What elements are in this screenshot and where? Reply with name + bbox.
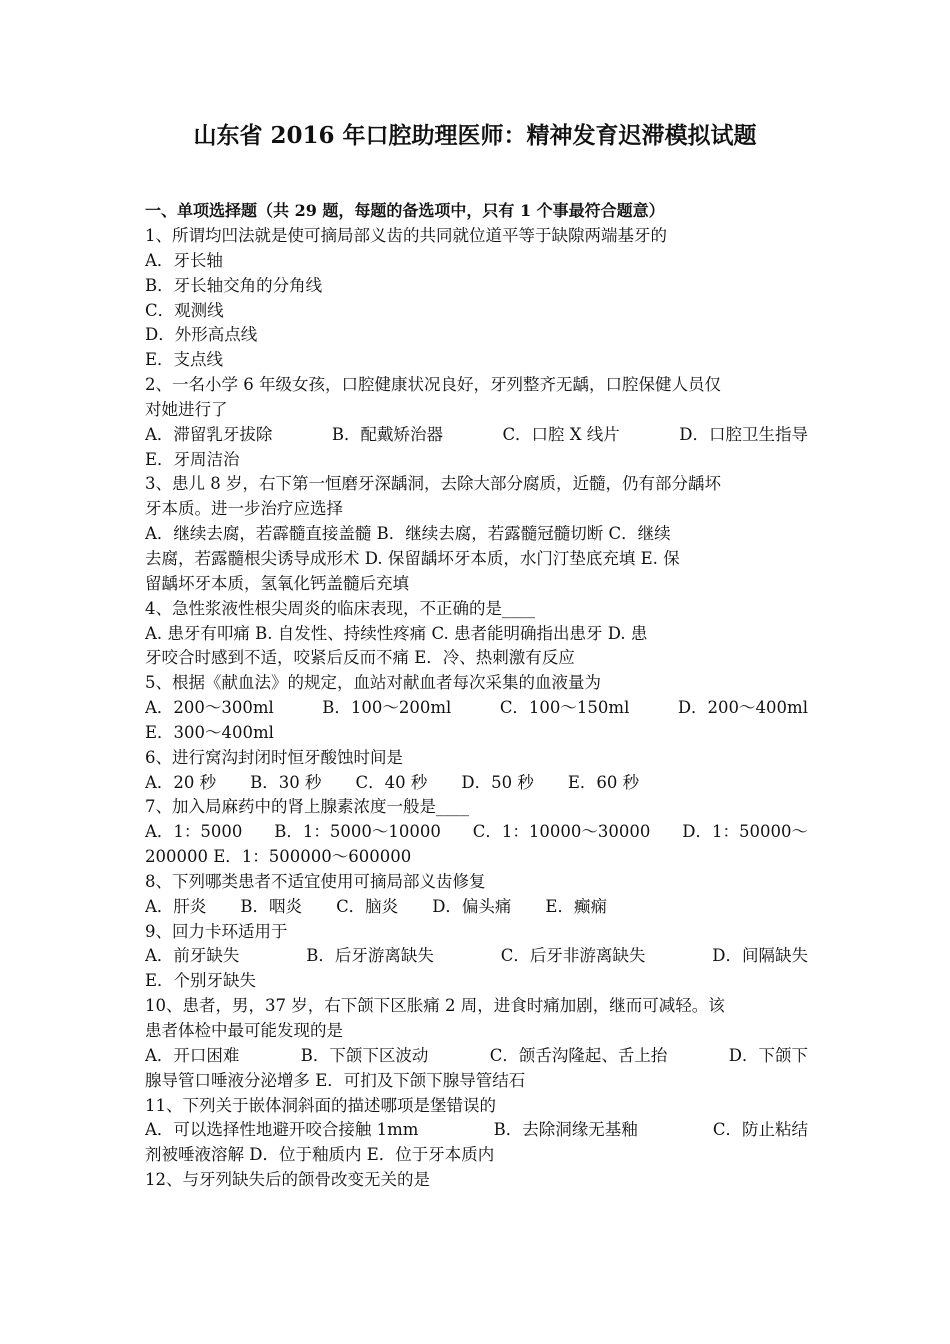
question-9-option-c: C．后牙非游离缺失 bbox=[500, 946, 646, 966]
question-1-option-a: A．牙长轴 bbox=[145, 250, 223, 270]
question-11-option-a: A．可以选择性地避开咬合接触 1mm bbox=[145, 1120, 419, 1140]
question-11-option-c: C．防止粘结 bbox=[712, 1120, 808, 1140]
question-10-stem-line-2: 患者体检中最可能发现的是 bbox=[145, 1021, 343, 1040]
question-4-options-line-1: A. 患牙有叩痛 B. 自发性、持续性疼痛 C. 患者能明确指出患牙 D. 患 bbox=[145, 623, 648, 643]
question-2-option-b: B．配戴矫治器 bbox=[331, 424, 443, 444]
question-8-option-d: D．偏头痛 bbox=[432, 896, 512, 916]
question-2-stem-line-1: 2、一名小学 6 年级女孩，口腔健康状况良好，牙列整齐无龋，口腔保健人员仅 bbox=[145, 375, 721, 395]
question-7-option-b: B．1：5000～10000 bbox=[274, 822, 441, 842]
question-8-options-row bbox=[145, 895, 808, 920]
question-6-option-b: B．30 秒 bbox=[250, 772, 322, 792]
question-10-options-row bbox=[145, 1044, 808, 1069]
question-11-stem: 11、下列关于嵌体洞斜面的描述哪项是堡错误的 bbox=[145, 1095, 496, 1115]
question-5-stem: 5、根据《献血法》的规定，血站对献血者每次采集的血液量为 bbox=[145, 673, 601, 693]
question-10-stem-line-1: 10、患者，男，37 岁，右下颌下区胀痛 2 周，进食时痛加剧，继而可减轻。该 bbox=[145, 996, 725, 1016]
question-9-option-a: A．前牙缺失 bbox=[145, 946, 240, 966]
question-4-stem: 4、急性浆液性根尖周炎的临床表现，不正确的是____ bbox=[145, 598, 535, 618]
question-7-options-row bbox=[145, 820, 808, 845]
question-10-option-c: C．颌舌沟隆起、舌上抬 bbox=[489, 1045, 668, 1065]
question-1-option-b: B．牙长轴交角的分角线 bbox=[145, 275, 323, 295]
question-list bbox=[145, 224, 808, 1193]
question-1-option-d: D．外形高点线 bbox=[145, 325, 258, 345]
question-6-option-d: D．50 秒 bbox=[461, 772, 534, 792]
question-4-options-line-2: 牙咬合时感到不适，咬紧后反而不痛 E．冷、热刺激有反应 bbox=[145, 648, 575, 668]
question-2-option-c: C．口腔 X 线片 bbox=[502, 424, 620, 444]
question-5-option-e: E．300～400ml bbox=[145, 722, 274, 742]
question-11-option-b: B．去除洞缘无基釉 bbox=[493, 1120, 638, 1140]
question-1-option-c: C．观测线 bbox=[145, 300, 224, 320]
question-8-option-b: B．咽炎 bbox=[240, 896, 303, 916]
question-2-option-e: E．牙周洁治 bbox=[145, 449, 240, 469]
question-10-options-line-2: 腺导管口唾液分泌增多 E．可扪及下颌下腺导管结石 bbox=[145, 1070, 526, 1090]
question-10-option-a: A．开口困难 bbox=[145, 1045, 240, 1065]
question-6-option-a: A．20 秒 bbox=[145, 772, 217, 792]
question-9-option-e: E．个别牙缺失 bbox=[145, 971, 257, 991]
question-2-option-a: A．滞留乳牙拔除 bbox=[145, 424, 273, 444]
question-6-option-e: E．60 秒 bbox=[567, 772, 640, 792]
question-2-option-d: D．口腔卫生指导 bbox=[679, 424, 808, 444]
question-6-options-row bbox=[145, 771, 808, 796]
question-8-option-e: E．癫痫 bbox=[545, 896, 607, 916]
section-header: 一、单项选择题（共 29 题，每题的备选项中，只有 1 个事最符合题意） bbox=[145, 201, 665, 220]
question-7-stem: 7、加入局麻药中的肾上腺素浓度一般是____ bbox=[145, 797, 469, 817]
question-12-stem: 12、与牙列缺失后的颌骨改变无关的是 bbox=[145, 1170, 430, 1190]
question-7-option-c: C．1：10000～30000 bbox=[472, 822, 651, 842]
question-11-options-row bbox=[145, 1118, 808, 1143]
question-3-options-line-3: 留龋坏牙本质，氢氧化钙盖髓后充填 bbox=[145, 573, 409, 593]
question-2-options-row bbox=[145, 423, 808, 448]
question-9-stem: 9、回力卡环适用于 bbox=[145, 921, 288, 941]
question-6-stem: 6、进行窝沟封闭时恒牙酸蚀时间是 bbox=[145, 747, 403, 767]
question-3-stem-line-2: 牙本质。进一步治疗应选择 bbox=[145, 499, 343, 519]
question-7-option-a: A．1：5000 bbox=[145, 822, 243, 842]
question-8-option-a: A．肝炎 bbox=[145, 896, 207, 916]
question-8-option-c: C．脑炎 bbox=[336, 896, 399, 916]
question-7-options-line-2: 200000 E．1：500000～600000 bbox=[145, 847, 412, 867]
question-9-option-b: B．后牙游离缺失 bbox=[306, 946, 434, 966]
question-10-option-d: D．下颌下 bbox=[728, 1045, 808, 1065]
question-1-stem: 1、所谓均凹法就是使可摘局部义齿的共同就位道平等于缺隙两端基牙的 bbox=[145, 226, 667, 245]
question-2-stem-line-2: 对她进行了 bbox=[145, 399, 228, 419]
question-3-stem-line-1: 3、患儿 8 岁，右下第一恒磨牙深龋洞，去除大部分腐质，近髓，仍有部分龋坏 bbox=[145, 474, 721, 494]
question-8-stem: 8、下列哪类患者不适宜使用可摘局部义齿修复 bbox=[145, 871, 486, 891]
document-title: 山东省 2016 年口腔助理医师：精神发育迟滞模拟试题 bbox=[193, 122, 757, 149]
question-5-option-a: A．200～300ml bbox=[145, 698, 274, 718]
question-3-options-line-1: A．继续去腐，若霹髓直接盖髓 B．继续去腐，若露髓冠髓切断 C．继续 bbox=[145, 524, 671, 544]
question-9-option-d: D．间隔缺失 bbox=[712, 946, 808, 966]
question-5-options-row bbox=[145, 696, 808, 721]
question-3-options-line-2: 去腐，若露髓根尖诱导成形术 D. 保留龋坏牙本质，水门汀垫底充填 E. 保 bbox=[145, 548, 680, 568]
question-5-option-d: D．200～400ml bbox=[677, 698, 808, 718]
question-6-option-c: C．40 秒 bbox=[355, 772, 428, 792]
question-10-option-b: B．下颌下区波动 bbox=[300, 1045, 429, 1065]
question-5-option-c: C．100～150ml bbox=[499, 698, 630, 718]
question-5-option-b: B．100～200ml bbox=[322, 698, 452, 718]
question-1-option-e: E．支点线 bbox=[145, 350, 224, 370]
question-9-options-row bbox=[145, 944, 808, 969]
question-11-options-line-2: 剂被唾液溶解 D．位于釉质内 E．位于牙本质内 bbox=[145, 1145, 495, 1165]
question-7-option-d: D．1：50000～ bbox=[682, 822, 808, 842]
